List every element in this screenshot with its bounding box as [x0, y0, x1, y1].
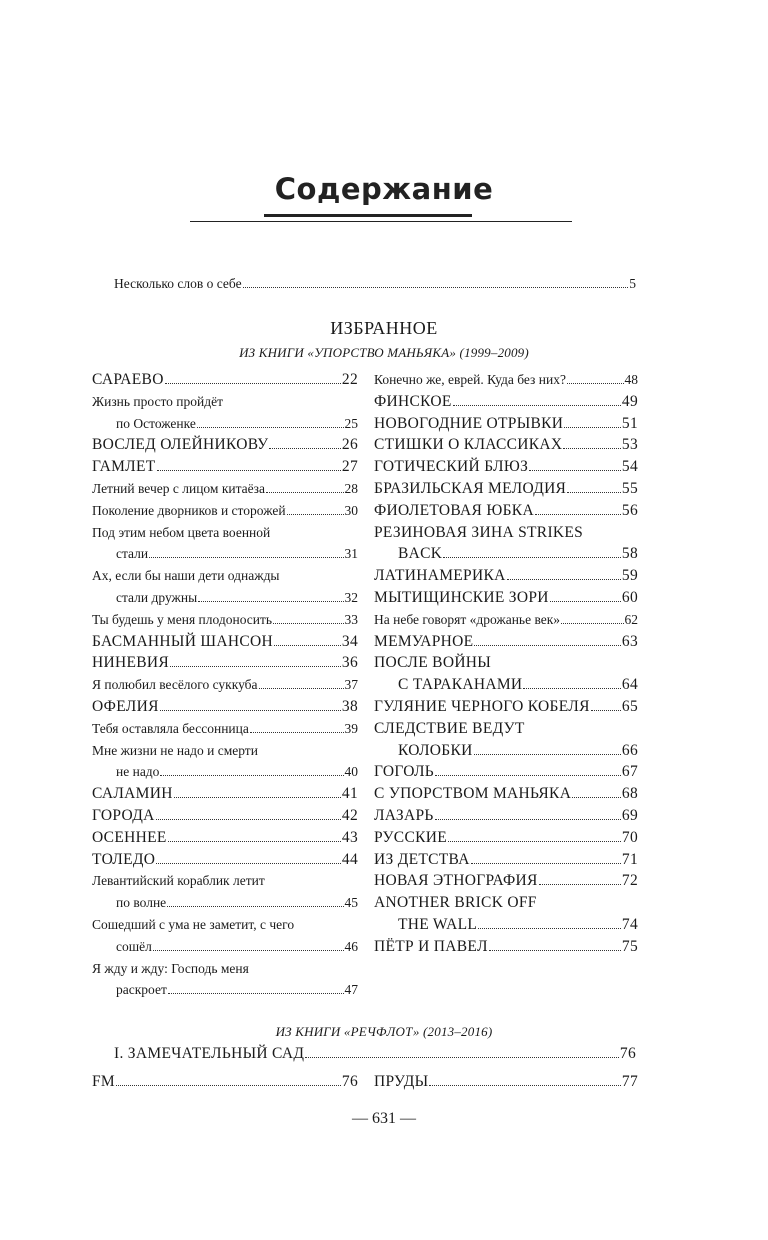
toc-entry-title[interactable]: Ах, если бы наши дети однажды: [92, 568, 280, 584]
toc-entry-title: БРАЗИЛЬСКАЯ МЕЛОДИЯ: [374, 480, 567, 497]
toc-entry-page: 65: [621, 698, 638, 715]
toc-entry-page: 33: [344, 611, 358, 627]
toc-entry[interactable]: [92, 610, 358, 630]
leader-dots: [153, 949, 344, 951]
toc-entry-page: 77: [621, 1073, 638, 1090]
leader-dots: [116, 1084, 341, 1086]
toc-entry-continuation: стали дружны: [116, 590, 198, 605]
toc-entry-continuation: THE WALL: [398, 916, 478, 933]
leader-dots: [523, 687, 620, 689]
leader-dots: [174, 796, 341, 798]
toc-entry-page: 55: [621, 480, 638, 497]
leader-dots: [489, 949, 621, 951]
toc-entry[interactable]: [92, 828, 358, 848]
toc-entry-title: Конечно же, еврей. Куда без них?: [374, 372, 566, 387]
toc-entry-title: ПРУДЫ: [374, 1073, 429, 1090]
toc-entry-continuation: по волне: [116, 895, 167, 911]
toc-entry-page: 62: [624, 611, 638, 627]
toc-entry[interactable]: [374, 566, 638, 586]
toc-entry[interactable]: [92, 370, 358, 390]
toc-entry-page: 37: [344, 677, 358, 693]
toc-entry-continuation: по Остоженке: [116, 415, 196, 431]
toc-entry-title: ТОЛЕДО: [92, 850, 156, 868]
toc-entry[interactable]: [116, 544, 358, 564]
toc-entry-page: 47: [344, 982, 358, 998]
toc-entry-title: ПЁТР И ПАВЕЛ: [374, 937, 488, 955]
toc-entry-page: 30: [344, 502, 358, 518]
toc-entry[interactable]: [374, 414, 638, 434]
toc-entry-page: 27: [341, 458, 358, 476]
leader-dots: [448, 840, 621, 842]
toc-entry-page: 41: [341, 785, 358, 803]
toc-entry-title[interactable]: Я жду и жду: Господь меня: [92, 960, 249, 976]
toc-entry-continuation: раскроет: [116, 982, 167, 998]
toc-entry-title: Тебя оставляла бессонница: [92, 720, 249, 736]
toc-entry-title: ГОГОЛЬ: [374, 763, 434, 781]
toc-entry-title: НИНЕВИЯ: [92, 654, 170, 672]
leader-dots: [157, 469, 341, 471]
toc-entry[interactable]: [116, 980, 358, 1000]
toc-entry-title: ОФЕЛИЯ: [92, 698, 159, 715]
toc-entry[interactable]: [398, 741, 638, 761]
toc-entry[interactable]: [374, 501, 638, 521]
toc-entry-page: 36: [341, 654, 358, 672]
toc-entry-full[interactable]: [114, 1044, 636, 1064]
leader-dots: [567, 491, 621, 493]
leader-dots: [287, 513, 344, 515]
toc-entry-title: ЛАЗАРЬ: [374, 807, 434, 824]
toc-entry-page: 5: [629, 276, 636, 291]
toc-entry-page: 43: [341, 828, 358, 846]
leader-dots: [170, 665, 341, 667]
toc-entry-title: МЕМУАРНОЕ: [374, 632, 474, 650]
toc-entry-title: Я полюбил весёлого суккуба: [92, 677, 258, 693]
toc-entry[interactable]: [374, 392, 638, 412]
leader-dots: [435, 818, 621, 820]
toc-entry-page: 42: [341, 807, 358, 824]
toc-entry-continuation: сошёл: [116, 938, 152, 954]
page-title: Содержание: [274, 172, 494, 206]
leader-dots: [471, 862, 621, 864]
toc-entry-page: 40: [344, 764, 358, 780]
toc-entry[interactable]: [92, 653, 358, 673]
toc-entry-page: 64: [621, 676, 638, 694]
title-rule-thick: [264, 214, 472, 217]
toc-entry[interactable]: [116, 762, 358, 782]
toc-entry[interactable]: [374, 937, 638, 957]
toc-entry[interactable]: [374, 588, 638, 608]
toc-entry[interactable]: [374, 632, 638, 652]
toc-entry-title: МЫТИЩИНСКИЕ ЗОРИ: [374, 589, 549, 606]
leader-dots: [160, 709, 341, 711]
toc-entry-page: 48: [624, 372, 638, 387]
leader-dots: [273, 622, 343, 624]
toc-entry[interactable]: [374, 697, 638, 717]
toc-entry-page: 70: [621, 828, 638, 846]
toc-entry[interactable]: [374, 610, 638, 630]
leader-dots: [168, 992, 344, 994]
toc-entry[interactable]: [374, 457, 638, 477]
leader-dots: [250, 731, 344, 733]
toc-entry-title[interactable]: Сошедший с ума не заметит, с чего: [92, 917, 295, 932]
leader-dots: [507, 578, 621, 580]
toc-entry[interactable]: [92, 675, 358, 695]
toc-entry[interactable]: [92, 501, 358, 521]
toc-entry-page: 66: [621, 741, 638, 759]
toc-entry-page: 54: [621, 458, 638, 476]
toc-entry[interactable]: [398, 675, 638, 695]
toc-entry-title: НОВАЯ ЭТНОГРАФИЯ: [374, 872, 538, 890]
toc-entry[interactable]: [92, 435, 358, 455]
toc-entry[interactable]: [374, 784, 638, 804]
toc-entry[interactable]: [92, 632, 358, 652]
toc-entry-title[interactable]: Под этим небом цвета военной: [92, 524, 271, 540]
toc-entry[interactable]: [116, 893, 358, 913]
toc-entry-page: 59: [621, 567, 638, 585]
toc-entry[interactable]: [92, 479, 358, 499]
toc-entry-title: СТИШКИ О КЛАССИКАХ: [374, 436, 563, 454]
toc-entry-title[interactable]: ПОСЛЕ ВОЙНЫ: [374, 654, 492, 672]
leader-dots: [167, 905, 343, 907]
leader-dots: [539, 883, 621, 885]
leader-dots: [474, 753, 621, 755]
toc-entry[interactable]: [116, 414, 358, 434]
toc-entry-title: С УПОРСТВОМ МАНЬЯКА: [374, 785, 572, 803]
toc-entry-page: 76: [619, 1045, 636, 1062]
toc-entry-page: 46: [344, 938, 358, 954]
toc-entry-page: 39: [344, 720, 358, 736]
toc-entry-page: 51: [621, 414, 638, 432]
toc-entry-continuation: не надо: [116, 764, 160, 780]
toc-entry-title: НОВОГОДНИЕ ОТРЫВКИ: [374, 414, 564, 432]
leader-dots: [478, 927, 621, 929]
leader-dots: [274, 644, 341, 646]
toc-entry[interactable]: [374, 370, 638, 390]
title-rule-thin: [190, 221, 572, 222]
toc-entry-title[interactable]: Левантийский кораблик летит: [92, 873, 265, 889]
toc-entry-title: ИЗ ДЕТСТВА: [374, 850, 470, 868]
leader-dots: [156, 818, 341, 820]
leader-dots: [435, 774, 621, 776]
toc-entry[interactable]: [92, 784, 358, 804]
toc-entry-title: Поколение дворников и сторожей: [92, 502, 286, 518]
toc-entry-title: FM: [92, 1073, 116, 1090]
toc-entry-continuation: BACK: [398, 545, 443, 563]
leader-dots: [305, 1056, 619, 1058]
toc-entry-page: 72: [621, 872, 638, 890]
toc-entry-page: 53: [621, 436, 638, 454]
toc-entry-page: 75: [621, 937, 638, 955]
toc-entry-page: 71: [621, 850, 638, 868]
toc-entry[interactable]: [374, 762, 638, 782]
toc-entry-page: 32: [344, 590, 358, 605]
leader-dots: [429, 1084, 620, 1086]
toc-entry-page: 58: [621, 545, 638, 563]
toc-entry-page: 45: [344, 895, 358, 911]
toc-entry-title: ГОТИЧЕСКИЙ БЛЮЗ: [374, 458, 529, 476]
toc-entry-title: РУССКИЕ: [374, 828, 447, 846]
leader-dots: [160, 774, 343, 776]
toc-entry-page: 22: [341, 371, 358, 388]
leader-dots: [443, 556, 621, 558]
toc-entry-page: 49: [621, 392, 638, 410]
toc-entry-page: 60: [621, 589, 638, 606]
section-heading: ИЗБРАННОЕ: [330, 318, 438, 338]
toc-entry-page: 56: [621, 501, 638, 519]
toc-entry-title: ОСЕННЕЕ: [92, 828, 167, 846]
leader-dots: [563, 447, 621, 449]
toc-entry-page: 76: [341, 1073, 358, 1090]
toc-entry-page: 67: [621, 763, 638, 781]
leader-dots: [572, 796, 621, 798]
toc-entry-continuation: С ТАРАКАНАМИ: [398, 676, 523, 694]
toc-entry-title: ГОРОДА: [92, 807, 155, 824]
toc-entry-page: 26: [341, 436, 358, 454]
leader-dots: [591, 709, 621, 711]
toc-entry[interactable]: [374, 828, 638, 848]
toc-entry-page: 63: [621, 632, 638, 650]
toc-entry-title: На небе говорят «дрожанье век»: [374, 611, 561, 627]
toc-entry[interactable]: [374, 850, 638, 870]
leader-dots: [474, 644, 620, 646]
toc-entry-page: 38: [341, 698, 358, 715]
toc-entry-title: ВОСЛЕД ОЛЕЙНИКОВУ: [92, 436, 269, 454]
leader-dots: [165, 382, 341, 384]
section-subheading: ИЗ КНИГИ «УПОРСТВО МАНЬЯКА» (1999–2009): [239, 345, 529, 360]
leader-dots: [269, 447, 341, 449]
leader-dots: [266, 491, 344, 493]
toc-entry[interactable]: [398, 915, 638, 935]
leader-dots: [567, 382, 624, 384]
toc-entry-title: ГУЛЯНИЕ ЧЕРНОГО КОБЕЛЯ: [374, 698, 590, 715]
toc-entry-page: 28: [344, 481, 358, 496]
toc-entry-title[interactable]: Мне жизни не надо и смерти: [92, 742, 258, 758]
leader-dots: [168, 840, 341, 842]
leader-dots: [259, 687, 344, 689]
toc-entry-continuation: КОЛОБКИ: [398, 741, 473, 759]
toc-entry[interactable]: [92, 697, 358, 717]
toc-entry-page: 25: [344, 415, 358, 431]
toc-entry-page: 31: [344, 546, 358, 562]
toc-entry-title: Ты будешь у меня плодоносить: [92, 611, 273, 627]
toc-entry[interactable]: [374, 435, 638, 455]
toc-entry-intro[interactable]: [114, 274, 636, 294]
toc-entry-page: 74: [621, 916, 638, 933]
toc-entry[interactable]: [116, 937, 358, 957]
page-folio: — 631 —: [352, 1110, 416, 1127]
toc-entry[interactable]: [92, 806, 358, 826]
toc-entry-continuation: стали: [116, 546, 149, 562]
toc-entry-title: ФИОЛЕТОВАЯ ЮБКА: [374, 501, 534, 519]
leader-dots: [156, 862, 341, 864]
toc-entry-page: 69: [621, 807, 638, 824]
toc-entry[interactable]: [374, 1072, 638, 1092]
toc-entry[interactable]: [116, 588, 358, 608]
toc-entry-title: ГАМЛЕТ: [92, 458, 156, 476]
toc-entry[interactable]: [92, 719, 358, 739]
leader-dots: [529, 469, 621, 471]
toc-entry-title: I. ЗАМЕЧАТЕЛЬНЫЙ САД: [114, 1045, 305, 1062]
toc-entry-title: САЛАМИН: [92, 785, 173, 803]
toc-entry-title: САРАЕВО: [92, 371, 164, 388]
leader-dots: [561, 622, 623, 624]
toc-entry-page: 34: [341, 632, 358, 650]
leader-dots: [550, 600, 621, 602]
toc-entry[interactable]: [92, 457, 358, 477]
toc-entry-title: ФИНСКОЕ: [374, 392, 452, 410]
leader-dots: [564, 426, 621, 428]
toc-entry-title: Летний вечер с лицом китаёза: [92, 481, 265, 496]
toc-entry[interactable]: [398, 544, 638, 564]
toc-entry-title: БАСМАННЫЙ ШАНСОН: [92, 632, 273, 650]
leader-dots: [535, 513, 621, 515]
toc-entry[interactable]: [374, 479, 638, 499]
leader-dots: [453, 404, 621, 406]
leader-dots: [149, 556, 343, 558]
toc-entry-title[interactable]: СЛЕДСТВИЕ ВЕДУТ: [374, 719, 525, 737]
toc-entry-page: 44: [341, 850, 358, 868]
toc-entry-title[interactable]: РЕЗИНОВАЯ ЗИНА STRIKES: [374, 523, 584, 541]
toc-entry-title: Несколько слов о себе: [114, 276, 242, 291]
toc-entry[interactable]: [92, 1072, 358, 1092]
leader-dots: [197, 426, 344, 428]
toc-entry-title[interactable]: Жизнь просто пройдёт: [92, 393, 224, 409]
toc-entry-title[interactable]: ANOTHER BRICK OFF: [374, 894, 537, 912]
toc-entry[interactable]: [374, 806, 638, 826]
toc-entry-page: 68: [621, 785, 638, 803]
leader-dots: [198, 600, 343, 602]
toc-entry-title: ЛАТИНАМЕРИКА: [374, 567, 506, 585]
leader-dots: [243, 286, 629, 288]
toc-entry[interactable]: [374, 871, 638, 891]
toc-entry[interactable]: [92, 850, 358, 870]
section-subheading-2: ИЗ КНИГИ «РЕЧФЛОТ» (2013–2016): [275, 1024, 493, 1039]
